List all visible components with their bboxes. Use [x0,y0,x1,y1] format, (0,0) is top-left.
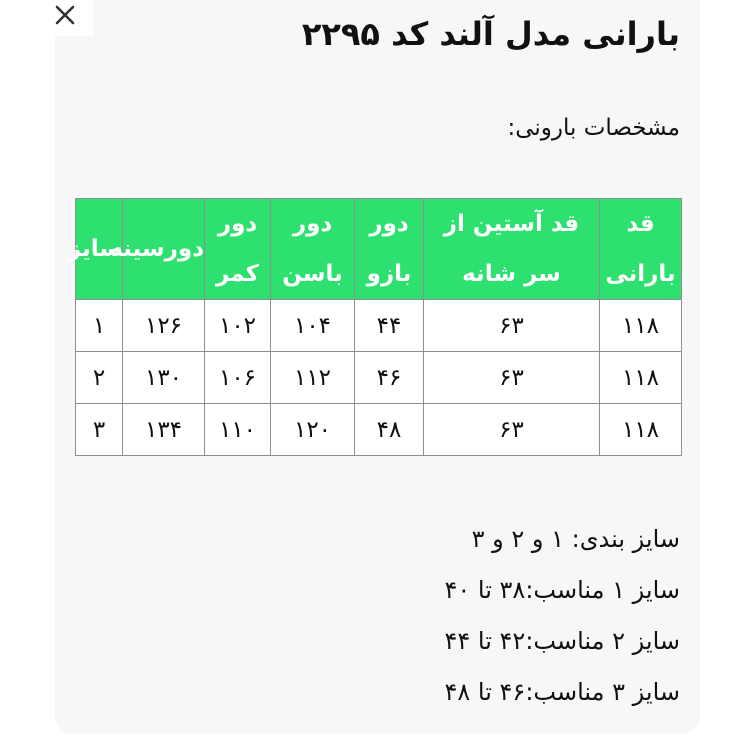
table-cell: ۳ [76,404,123,456]
table-cell: ۱۳۰ [123,352,205,404]
note-size-3: سایز ۳ مناسب:۴۶ تا ۴۸ [444,678,680,706]
table-cell: ۱۰۲ [205,300,271,352]
table-header-row [76,199,682,300]
table-cell: ۲ [76,352,123,404]
close-button[interactable] [36,0,93,36]
table-cell: ۶۳ [424,352,600,404]
close-icon [54,4,76,26]
specs-heading: مشخصات بارونی: [507,115,680,141]
size-table [67,198,682,456]
table-cell: ۶۳ [424,404,600,456]
table-cell: ۱۱۸ [600,352,682,404]
table-cell: ۱ [76,300,123,352]
table-cell: ۱۲۶ [123,300,205,352]
header-arm-circumference: دور بازو [355,199,424,300]
size-notes [445,514,681,718]
table-cell: ۱۰۴ [271,300,355,352]
header-hip-circumference: دور باسن [271,199,355,300]
note-size-1: سایز ۱ مناسب:۳۸ تا ۴۰ [444,576,680,604]
table-cell: ۱۳۴ [123,404,205,456]
table-cell: ۱۱۰ [205,404,271,456]
header-size: سایز [76,199,123,300]
header-raincoat-length: قد بارانی [600,199,682,300]
table-cell: ۶۳ [424,300,600,352]
table-cell: ۴۶ [355,352,424,404]
table-row [76,404,682,456]
note-sizing: سایز بندی: ۱ و ۲ و ۳ [471,525,680,553]
table-cell: ۱۱۸ [600,300,682,352]
table-cell: ۴۴ [355,300,424,352]
note-size-2: سایز ۲ مناسب:۴۲ تا ۴۴ [444,627,680,655]
table-row [76,352,682,404]
table-cell: ۴۸ [355,404,424,456]
table-cell: ۱۱۲ [271,352,355,404]
header-waist-circumference: دور کمر [205,199,271,300]
table-cell: ۱۰۶ [205,352,271,404]
table-cell: ۱۱۸ [600,404,682,456]
product-card [55,0,700,734]
table-row [76,300,682,352]
table-cell: ۱۲۰ [271,404,355,456]
header-sleeve-length: قد آستین از سر شانه [424,199,600,300]
product-title: بارانی مدل آلند کد ۲۲۹۵ [301,15,680,53]
header-chest-circumference: دورسینه [123,199,205,300]
